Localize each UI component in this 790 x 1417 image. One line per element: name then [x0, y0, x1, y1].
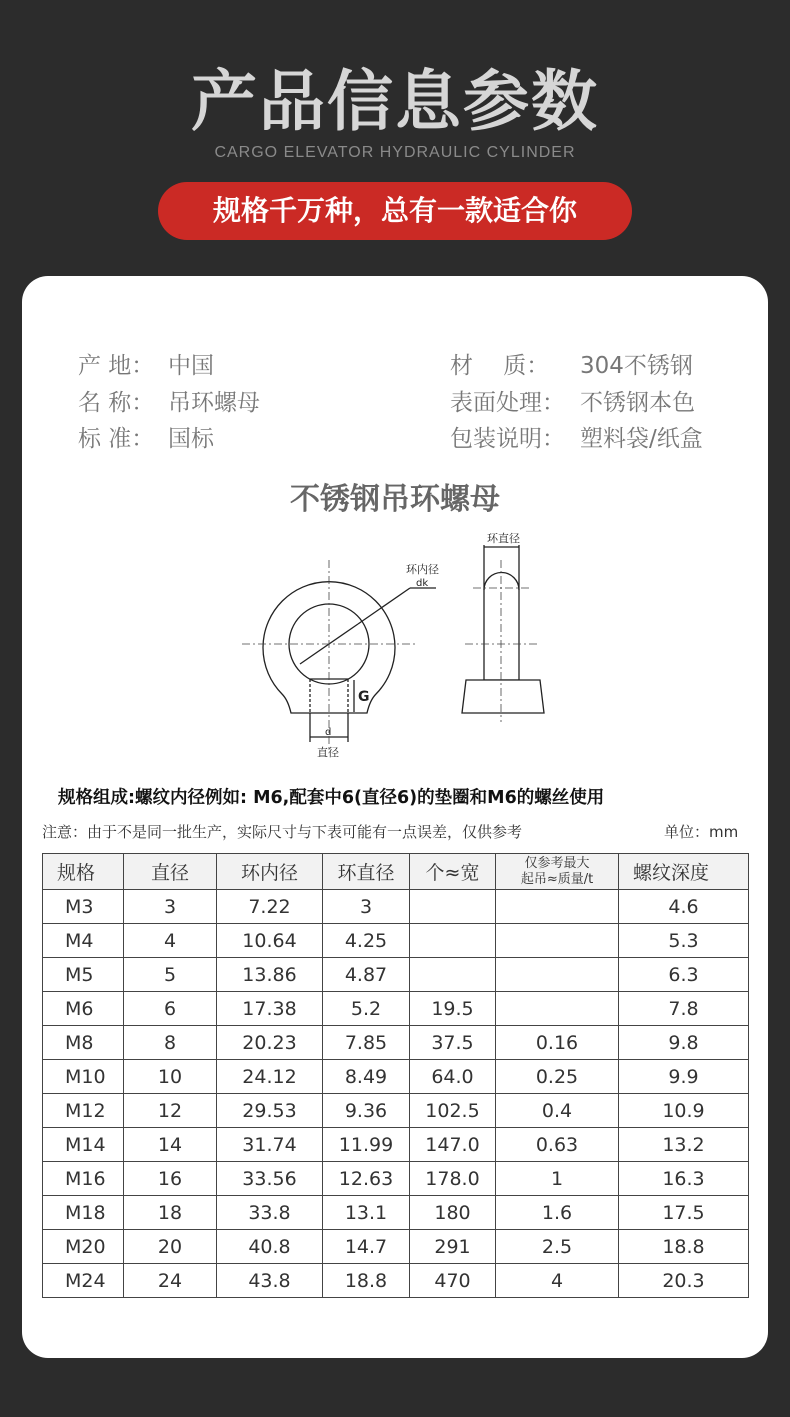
spec-label: 产 地：: [78, 353, 155, 379]
table-row: [43, 1264, 749, 1298]
table-cell: 9.8: [619, 1026, 749, 1060]
table-cell: M24: [43, 1264, 124, 1298]
table-cell: [410, 924, 496, 958]
table-cell: 10: [124, 1060, 217, 1094]
table-cell: M4: [43, 924, 124, 958]
table-cell: 470: [410, 1264, 496, 1298]
table-cell: [410, 958, 496, 992]
table-cell: 24.12: [217, 1060, 323, 1094]
table-cell: 18.8: [619, 1230, 749, 1264]
table-cell: 147.0: [410, 1128, 496, 1162]
table-cell: 40.8: [217, 1230, 323, 1264]
table-cell: 7.22: [217, 890, 323, 924]
table-cell: M3: [43, 890, 124, 924]
table-cell: 13.1: [323, 1196, 410, 1230]
table-cell: 13.86: [217, 958, 323, 992]
table-cell: 64.0: [410, 1060, 496, 1094]
table-cell: 29.53: [217, 1094, 323, 1128]
table-cell: 5: [124, 958, 217, 992]
table-cell: 16: [124, 1162, 217, 1196]
table-row: [43, 924, 749, 958]
table-cell: 12.63: [323, 1162, 410, 1196]
table-cell: 4: [496, 1264, 619, 1298]
table-cell: 31.74: [217, 1128, 323, 1162]
table-cell: M14: [43, 1128, 124, 1162]
page-subtitle: CARGO ELEVATOR HYDRAULIC CYLINDER: [214, 144, 576, 161]
table-row: [43, 1128, 749, 1162]
table-cell: M18: [43, 1196, 124, 1230]
table-cell: 20.3: [619, 1264, 749, 1298]
table-row: [43, 992, 749, 1026]
table-row: [43, 1162, 749, 1196]
table-cell: 4.87: [323, 958, 410, 992]
table-row: [43, 890, 749, 924]
table-cell: [410, 890, 496, 924]
table-cell: 0.25: [496, 1060, 619, 1094]
spec-label: 材 质：: [450, 353, 550, 379]
table-cell: M10: [43, 1060, 124, 1094]
table-cell: [496, 958, 619, 992]
table-row: [43, 1094, 749, 1128]
table-cell: 6.3: [619, 958, 749, 992]
table-cell: 0.16: [496, 1026, 619, 1060]
dk-label: dk: [416, 578, 429, 589]
table-cell: 11.99: [323, 1128, 410, 1162]
table-row: [43, 1196, 749, 1230]
table-cell: 291: [410, 1230, 496, 1264]
table-cell: M8: [43, 1026, 124, 1060]
table-cell: 7.8: [619, 992, 749, 1026]
table-cell: 4.6: [619, 890, 749, 924]
table-header-row: [43, 854, 749, 890]
table-cell: 33.8: [217, 1196, 323, 1230]
table-cell: [496, 992, 619, 1026]
unit-text: 单位：mm: [664, 823, 739, 841]
table-cell: 178.0: [410, 1162, 496, 1196]
table-cell: 4: [124, 924, 217, 958]
spec-value: 国标: [168, 426, 214, 452]
table-cell: 33.56: [217, 1162, 323, 1196]
table-cell: 3: [323, 890, 410, 924]
spec-label: 表面处理：: [450, 389, 565, 416]
table-cell: 37.5: [410, 1026, 496, 1060]
ring-diameter-label: 环直径: [487, 532, 520, 545]
table-cell: 9.36: [323, 1094, 410, 1128]
col-ring-inner: 环内径: [217, 854, 323, 890]
table-cell: 4.25: [323, 924, 410, 958]
spec-label: 包装说明：: [450, 426, 565, 452]
spec-value: 吊环螺母: [168, 389, 260, 416]
spec-composition-note: 规格组成:螺纹内径例如: M6,配套中6(直径6)的垫圈和M6的螺丝使用: [58, 788, 605, 808]
spec-table: [42, 853, 749, 1298]
table-cell: 16.3: [619, 1162, 749, 1196]
spec-label: 标 准：: [78, 426, 155, 452]
table-row: [43, 958, 749, 992]
table-cell: 7.85: [323, 1026, 410, 1060]
table-cell: 10.64: [217, 924, 323, 958]
col-load-line1: 仅参考最大: [524, 855, 590, 871]
table-cell: 10.9: [619, 1094, 749, 1128]
slogan-banner: 规格千万种，总有一款适合你: [158, 182, 632, 240]
table-cell: 8: [124, 1026, 217, 1060]
table-cell: 5.2: [323, 992, 410, 1026]
table-cell: 19.5: [410, 992, 496, 1026]
col-spec: 规格: [43, 854, 124, 890]
table-cell: 8.49: [323, 1060, 410, 1094]
col-thread-depth: 螺纹深度: [619, 854, 749, 890]
table-cell: 3: [124, 890, 217, 924]
spec-value: 中国: [168, 353, 214, 379]
table-cell: 24: [124, 1264, 217, 1298]
table-cell: 20.23: [217, 1026, 323, 1060]
page-title: 产品信息参数: [191, 63, 599, 140]
table-cell: M20: [43, 1230, 124, 1264]
table-cell: 14.7: [323, 1230, 410, 1264]
table-row: [43, 1230, 749, 1264]
table-row: [43, 1060, 749, 1094]
table-cell: 43.8: [217, 1264, 323, 1298]
table-cell: 6: [124, 992, 217, 1026]
table-cell: 18: [124, 1196, 217, 1230]
table-cell: 17.5: [619, 1196, 749, 1230]
col-width: 个≈宽: [410, 854, 496, 890]
d-label: d: [325, 727, 332, 738]
table-cell: 180: [410, 1196, 496, 1230]
table-cell: 1: [496, 1162, 619, 1196]
ring-inner-label: 环内径: [406, 563, 439, 576]
table-cell: 20: [124, 1230, 217, 1264]
table-cell: M12: [43, 1094, 124, 1128]
table-cell: M5: [43, 958, 124, 992]
col-ring-diameter: 环直径: [323, 854, 410, 890]
spec-value: 304不锈钢: [580, 353, 693, 379]
table-cell: 9.9: [619, 1060, 749, 1094]
spec-label: 名 称：: [78, 389, 155, 416]
table-cell: 5.3: [619, 924, 749, 958]
col-load: [496, 854, 619, 890]
g-label: G: [358, 689, 370, 705]
table-cell: 0.4: [496, 1094, 619, 1128]
table-cell: M6: [43, 992, 124, 1026]
table-cell: 18.8: [323, 1264, 410, 1298]
table-cell: 1.6: [496, 1196, 619, 1230]
table-cell: 102.5: [410, 1094, 496, 1128]
diameter-label: 直径: [317, 746, 339, 759]
table-cell: 17.38: [217, 992, 323, 1026]
table-cell: [496, 890, 619, 924]
table-row: [43, 1026, 749, 1060]
table-cell: 13.2: [619, 1128, 749, 1162]
table-cell: 2.5: [496, 1230, 619, 1264]
table-cell: M16: [43, 1162, 124, 1196]
table-cell: 12: [124, 1094, 217, 1128]
table-cell: 0.63: [496, 1128, 619, 1162]
spec-value: 塑料袋/纸盒: [580, 426, 703, 452]
table-cell: 14: [124, 1128, 217, 1162]
notice-text: 注意：由于不是同一批生产，实际尺寸与下表可能有一点误差，仅供参考: [42, 823, 523, 841]
table-cell: [496, 924, 619, 958]
product-title: 不锈钢吊环螺母: [290, 482, 500, 517]
col-load-line2: 起吊≈质量/t: [520, 871, 594, 887]
col-diameter: 直径: [124, 854, 217, 890]
spec-value: 不锈钢本色: [580, 389, 695, 416]
